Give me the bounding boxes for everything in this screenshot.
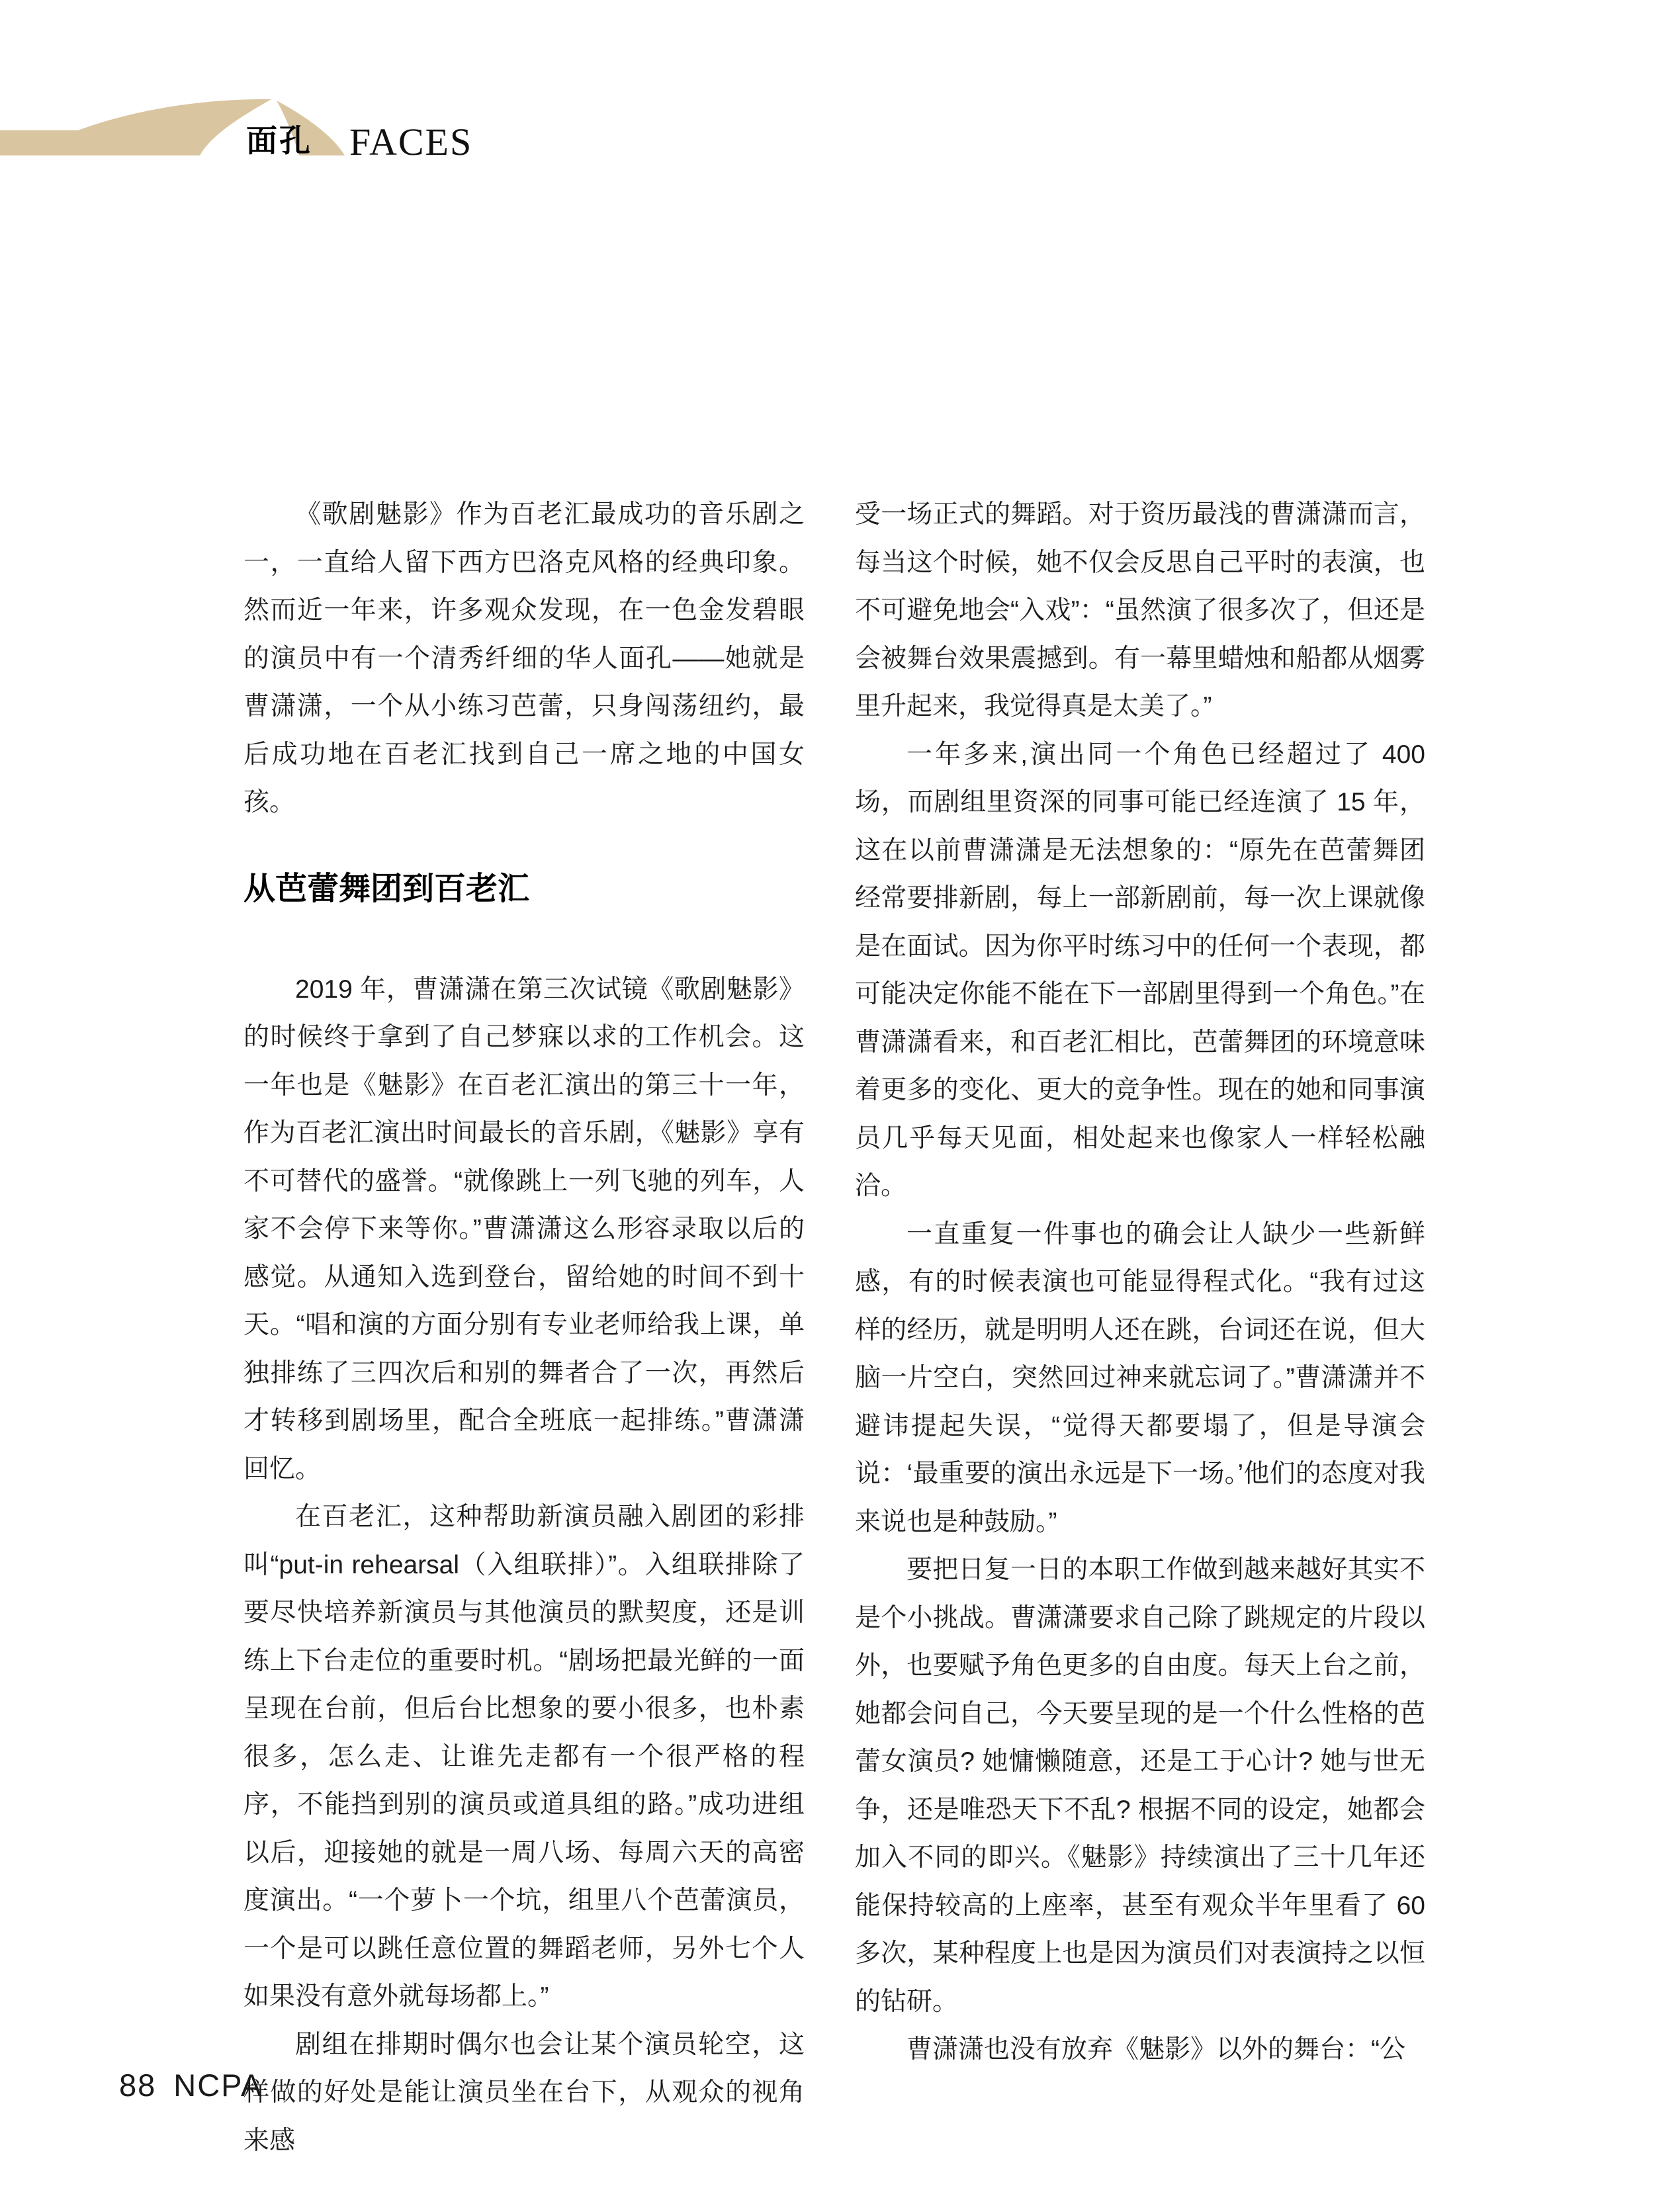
paragraph: 要把日复一日的本职工作做到越来越好其实不是个小挑战。曹潇潇要求自己除了跳规定的片段以外，也要赋予角色更多的自由度。每天上台之前，她都会问自己，今天要呈现的是一个什么性格的芭蕾女演员? 她慵懒随意，还是工于心计? 她与世无争，还是唯恐天下不乱? 根据不同的设定，她都会加入不同的即兴。《魅影》持续演出了三十几年还能保持较高的上座率，甚至有观众半年里看了 60 多次，某种程度上也是因为演员们对表演持之以恒的钻研。 [855, 1555, 1425, 2016]
paragraph: 一直重复一件事也的确会让人缺少一些新鲜感，有的时候表演也可能显得程式化。“我有过这样的经历，就是明明人还在跳，台词还在说，但大脑一片空白，突然回过神来就忘词了。”曹潇潇并不避讳提起失误，“觉得天都要塌了，但是导演会说：‘最重要的演出永远是下一场。’他们的态度对我来说也是种鼓励。” [855, 1219, 1425, 1536]
section-heading: 从芭蕾舞团到百老汇 [243, 871, 530, 906]
header-swoosh-shape [0, 99, 271, 155]
paragraph: 剧组在排期时偶尔也会让某个演员轮空，这样做的好处是能让演员坐在台下，从观众的视角来感 [243, 2030, 805, 2155]
paragraph-intro: 《歌剧魅影》作为百老汇最成功的音乐剧之一，一直给人留下西方巴洛克风格的经典印象。然而近一年来，许多观众发现，在一色金发碧眼的演员中有一个清秀纤细的华人面孔——她就是曹潇潇，一个从小练习芭蕾，只身闯荡纽约，最后成功地在百老汇找到自己一席之地的中国女孩。 [243, 500, 805, 816]
page-footer [119, 2070, 263, 2101]
section-label-en: FACES [349, 120, 473, 163]
article-right-column [855, 491, 1425, 2074]
article-left-column [243, 491, 805, 2165]
paragraph: 2019 年，曹潇潇在第三次试镜《歌剧魅影》的时候终于拿到了自己梦寐以求的工作机会。这一年也是《魅影》在百老汇演出的第三十一年，作为百老汇演出时间最长的音乐剧，《魅影》享有不可替代的盛誉。“就像跳上一列飞驰的列车，人家不会停下来等你。”曹潇潇这么形容录取以后的感觉。从通知入选到登台，留给她的时间不到十天。“唱和演的方面分别有专业老师给我上课，单独排练了三四次后和别的舞者合了一次，再然后才转移到剧场里，配合全班底一起排练。”曹潇潇回忆。 [243, 975, 805, 1483]
paragraph: 在百老汇，这种帮助新演员融入剧团的彩排叫“put-in rehearsal（入组联排）”。入组联排除了要尽快培养新演员与其他演员的默契度，还是训练上下台走位的重要时机。“剧场把最光鲜的一面呈现在台前，但后台比想象的要小很多，也朴素很多，怎么走、让谁先走都有一个很严格的程序，不能挡到别的演员或道具组的路。”成功进组以后，迎接她的就是一周八场、每周六天的高密度演出。“一个萝卜一个坑，组里八个芭蕾演员，一个是可以跳任意位置的舞蹈老师，另外七个人如果没有意外就每场都上。” [243, 1503, 805, 2011]
section-label-zh: 面孔 [246, 123, 312, 158]
paragraph: 一年多来,演出同一个角色已经超过了 400 场，而剧组里资深的同事可能已经连演了 15 年，这在以前曹潇潇是无法想象的：“原先在芭蕾舞团经常要排新剧，每上一部新剧前，每一次上课就像是在面试。因为你平时练习中的任何一个表现，都可能决定你能不能在下一部剧里得到一个角色。”在曹潇潇看来，和百老汇相比，芭蕾舞团的环境意味着更多的变化、更大的竞争性。现在的她和同事演员几乎每天见面，相处起来也像家人一样轻松融洽。 [855, 740, 1425, 1200]
footer-brand: NCPA [173, 2068, 263, 2103]
paragraph-continuation: 受一场正式的舞蹈。对于资历最浅的曹潇潇而言，每当这个时候，她不仅会反思自己平时的表演，也不可避免地会“入戏”：“虽然演了很多次了，但还是会被舞台效果震撼到。有一幕里蜡烛和船都从烟雾里升起来，我觉得真是太美了。” [855, 500, 1425, 721]
page-number: 88 [119, 2068, 157, 2103]
paragraph: 曹潇潇也没有放弃《魅影》以外的舞台：“公 [906, 2035, 1405, 2064]
